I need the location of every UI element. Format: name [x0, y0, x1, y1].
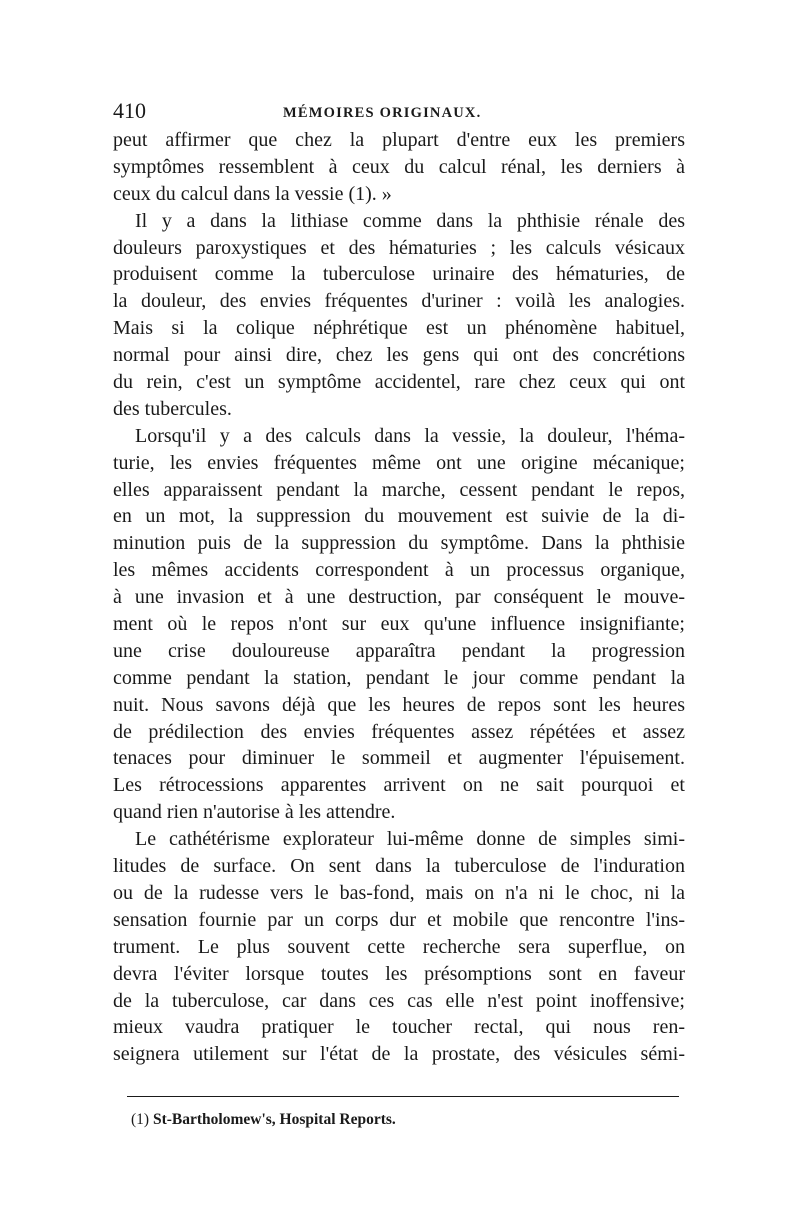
text-line: produisent comme la tuberculose urinaire des hématuries, de	[113, 263, 685, 286]
running-head	[113, 94, 683, 128]
text-line: douleurs paroxystiques et des hématuries ; les calculs vésicaux	[113, 236, 685, 259]
text-line: la douleur, des envies fréquentes d'uriner : voilà les analogies.	[113, 290, 685, 313]
text-line: seignera utilement sur l'état de la prostate, des vésicules sémi-	[113, 1043, 685, 1066]
text-line: les mêmes accidents correspondent à un processus organique,	[113, 559, 685, 582]
text-line: trument. Le plus souvent cette recherche sera superflue, on	[113, 935, 685, 958]
paragraph-start-line: Le cathétérisme explorateur lui-même donne de simples simi-	[135, 828, 685, 851]
footnote-text: St-Bartholomew's, Hospital Reports.	[152, 1111, 396, 1128]
text-line: ceux du calcul dans la vessie (1). »	[113, 182, 392, 205]
text-line: du rein, c'est un symptôme accidentel, rare chez ceux qui ont	[113, 371, 685, 394]
text-line: ment où le repos n'ont sur eux qu'une influence insignifiante;	[113, 613, 685, 636]
footnote-marker: (1)	[131, 1111, 150, 1128]
text-line: sensation fournie par un corps dur et mobile que rencontre l'ins-	[113, 908, 685, 931]
text-line: quand rien n'autorise à les attendre.	[113, 801, 396, 824]
text-line: elles apparaissent pendant la marche, cessent pendant le repos,	[113, 478, 685, 501]
text-line: de prédilection des envies fréquentes assez répétées et assez	[113, 720, 685, 743]
text-line: devra l'éviter lorsque toutes les présomptions sont en faveur	[113, 962, 685, 985]
running-title: MÉMOIRES ORIGINAUX.	[283, 105, 482, 121]
text-line: Mais si la colique néphrétique est un phénomène habituel,	[113, 317, 685, 340]
text-line: une crise douloureuse apparaîtra pendant la progression	[113, 639, 685, 662]
text-line: turie, les envies fréquentes même ont une origine mécanique;	[113, 451, 685, 474]
text-line: des tubercules.	[113, 397, 232, 420]
text-line: Les rétrocessions apparentes arrivent on ne sait pourquoi et	[113, 774, 685, 797]
text-line: de la tuberculose, car dans ces cas elle n'est point inoffensive;	[113, 989, 685, 1012]
text-line: peut affirmer que chez la plupart d'entre eux les premiers	[113, 129, 685, 151]
text-line: comme pendant la station, pendant le jour comme pendant la	[113, 666, 685, 689]
text-line: litudes de surface. On sent dans la tuberculose de l'induration	[113, 855, 685, 878]
footnote-rule	[127, 1096, 679, 1097]
text-line: minution puis de la suppression du symptôme. Dans la phthisie	[113, 532, 685, 555]
text-line: symptômes ressemblent à ceux du calcul rénal, les derniers à	[113, 155, 685, 178]
text-line: normal pour ainsi dire, chez les gens qui ont des concrétions	[113, 344, 685, 367]
text-line: mieux vaudra pratiquer le toucher rectal, qui nous ren-	[113, 1016, 685, 1039]
text-line: ou de la rudesse vers le bas-fond, mais on n'a ni le choc, ni la	[113, 881, 685, 904]
body-text	[113, 127, 685, 1068]
footnote	[131, 1108, 396, 1132]
paragraph-start-line: Lorsqu'il y a des calculs dans la vessie, la douleur, l'héma-	[135, 424, 685, 447]
text-line: nuit. Nous savons déjà que les heures de repos sont les heures	[113, 693, 685, 716]
paragraph-start-line: Il y a dans la lithiase comme dans la phthisie rénale des	[135, 209, 685, 232]
page-number: 410	[113, 98, 146, 123]
text-line: en un mot, la suppression du mouvement est suivie de la di-	[113, 505, 685, 528]
text-line: à une invasion et à une destruction, par conséquent le mouve-	[113, 586, 685, 609]
text-line: tenaces pour diminuer le sommeil et augmenter l'épuisement.	[113, 747, 685, 770]
